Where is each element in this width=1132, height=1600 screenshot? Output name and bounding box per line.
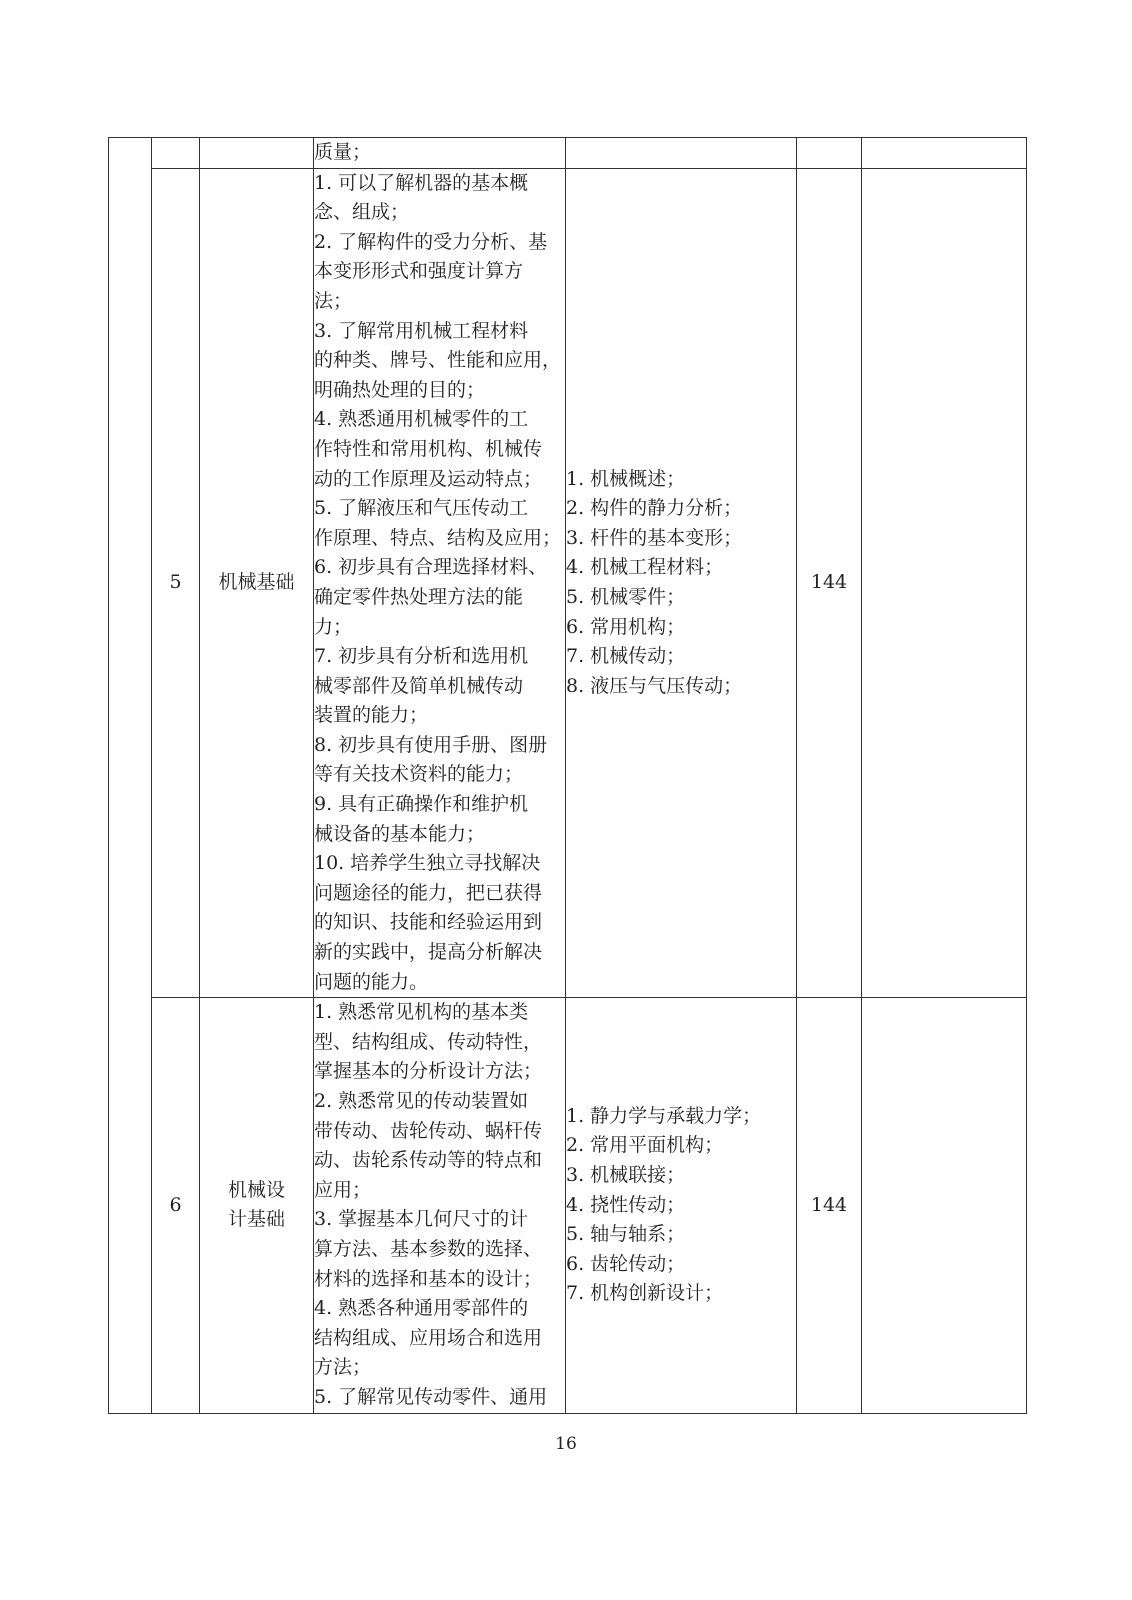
content-line: 2. 常用平面机构； (566, 1134, 724, 1157)
course-name-cell (200, 998, 314, 1413)
objective-line: 念、组成； (314, 201, 410, 224)
objective-line: 方法； (314, 1356, 372, 1379)
objective-line: 的种类、牌号、性能和应用， (314, 349, 562, 372)
remarks-cell (862, 998, 1027, 1413)
course-name-line: 机械基础 (218, 571, 295, 594)
objective-line: 问题途径的能力，把已获得 (314, 881, 543, 904)
contents-cell (566, 138, 797, 169)
objective-line: 械零部件及简单机械传动 (314, 674, 524, 697)
objective-line: 法； (314, 289, 353, 312)
objective-line: 4. 熟悉通用机械零件的工 (314, 408, 529, 431)
remarks-cell (862, 168, 1027, 998)
objective-line: 9. 具有正确操作和维护机 (314, 793, 529, 816)
content-line: 7. 机构创新设计； (566, 1282, 724, 1305)
objective-line: 5. 了解常见传动零件、通用 (314, 1385, 548, 1408)
number-cell: 5 (152, 168, 200, 998)
objective-line: 型、结构组成、传动特性， (314, 1030, 543, 1053)
content-line: 3. 杆件的基本变形； (566, 526, 743, 549)
objectives-cell (314, 168, 566, 998)
course-name-line: 机械设 (227, 1178, 285, 1201)
curriculum-table (108, 137, 1027, 1414)
remarks-cell (862, 138, 1027, 169)
category-cell (109, 138, 152, 1414)
objective-line: 带传动、齿轮传动、蜗杆传 (314, 1119, 543, 1142)
objective-line: 掌握基本的分析设计方法； (314, 1060, 543, 1083)
objective-line: 6. 初步具有合理选择材料、 (314, 556, 548, 579)
objective-line: 结构组成、应用场合和选用 (314, 1326, 543, 1349)
content-line: 7. 机械传动； (566, 645, 686, 668)
objective-line: 3. 了解常用机械工程材料 (314, 319, 529, 342)
objective-line: 明确热处理的目的； (314, 378, 486, 401)
objective-line: 本变形形式和强度计算方 (314, 260, 524, 283)
content-line: 1. 静力学与承载力学； (566, 1104, 762, 1127)
hours-cell (797, 138, 862, 169)
objective-line: 材料的选择和基本的设计； (314, 1267, 543, 1290)
objective-line: 力； (314, 615, 353, 638)
content-line: 6. 常用机构； (566, 615, 686, 638)
content-line: 8. 液压与气压传动； (566, 674, 743, 697)
contents-cell (566, 168, 797, 998)
content-line: 6. 齿轮传动； (566, 1252, 686, 1275)
objective-line: 问题的能力。 (314, 970, 429, 993)
table-row-course-6 (109, 998, 1027, 1413)
objective-line: 作特性和常用机构、机械传 (314, 437, 543, 460)
objectives-cell (314, 138, 566, 169)
content-line: 3. 机械联接； (566, 1163, 686, 1186)
objective-line: 5. 了解液压和气压传动工 (314, 497, 529, 520)
hours-cell: 144 (797, 998, 862, 1413)
contents-cell (566, 998, 797, 1413)
objective-line: 1. 熟悉常见机构的基本类 (314, 1001, 529, 1024)
number-cell (152, 138, 200, 169)
content-line: 5. 机械零件； (566, 585, 686, 608)
page-number: 16 (555, 1434, 577, 1454)
table-row-course-5 (109, 168, 1027, 998)
hours-cell: 144 (797, 168, 862, 998)
objective-line: 的知识、技能和经验运用到 (314, 911, 543, 934)
objective-line: 等有关技术资料的能力； (314, 763, 524, 786)
objective-line: 应用； (314, 1178, 372, 1201)
content-line: 5. 轴与轴系； (566, 1223, 686, 1246)
objective-line: 作原理、特点、结构及应用； (314, 526, 562, 549)
objectives-cell (314, 998, 566, 1413)
objective-line: 1. 可以了解机器的基本概 (314, 171, 529, 194)
content-line: 4. 机械工程材料； (566, 556, 724, 579)
objective-line: 装置的能力； (314, 704, 429, 727)
objective-line: 动、齿轮系传动等的特点和 (314, 1149, 543, 1172)
objective-line: 3. 掌握基本几何尺寸的计 (314, 1208, 529, 1231)
objective-line: 10. 培养学生独立寻找解决 (314, 852, 541, 875)
course-name-cell (200, 168, 314, 998)
objective-line: 确定零件热处理方法的能 (314, 585, 524, 608)
objective-line: 动的工作原理及运动特点； (314, 467, 543, 490)
objective-line: 械设备的基本能力； (314, 822, 486, 845)
objective-line: 8. 初步具有使用手册、图册 (314, 733, 548, 756)
course-name-line: 计基础 (227, 1208, 285, 1231)
objective-line: 2. 熟悉常见的传动装置如 (314, 1090, 529, 1112)
course-name-cell (200, 138, 314, 169)
number-cell: 6 (152, 998, 200, 1413)
objective-line: 算方法、基本参数的选择、 (314, 1237, 543, 1260)
objective-line: 7. 初步具有分析和选用机 (314, 645, 529, 668)
objective-line: 新的实践中，提高分析解决 (314, 941, 543, 964)
content-line: 4. 挠性传动； (566, 1193, 686, 1216)
content-line: 1. 机械概述； (566, 467, 686, 490)
objective-line: 2. 了解构件的受力分析、基 (314, 230, 548, 253)
objective-line: 质量； (314, 141, 372, 163)
objective-line: 4. 熟悉各种通用零部件的 (314, 1297, 529, 1320)
table-row-continuation (109, 138, 1027, 169)
content-line: 2. 构件的静力分析； (566, 497, 743, 520)
